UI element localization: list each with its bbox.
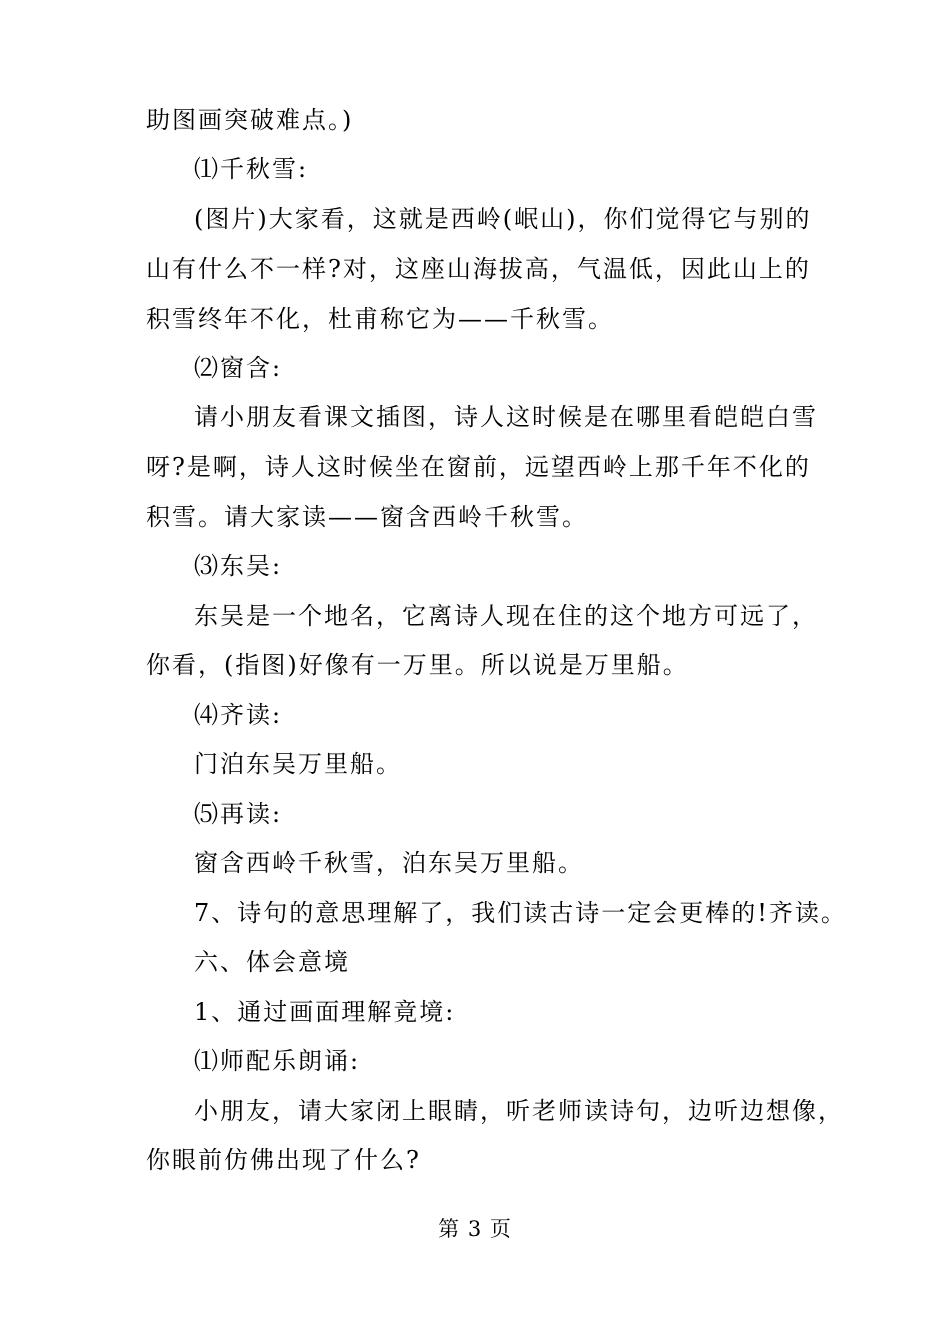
section-heading-dongwu: ⑶东吴: xyxy=(194,552,283,580)
paragraph-line: 1、通过画面理解竟境: xyxy=(194,998,456,1026)
paragraph-line: 积雪。请大家读——窗含西岭千秋雪。 xyxy=(146,503,588,531)
paragraph-line: 呀?是啊，诗人这时候坐在窗前，远望西岭上那千年不化的 xyxy=(146,453,811,481)
paragraph-line: 助图画突破难点。) xyxy=(146,106,354,134)
paragraph-line: (图片)大家看，这就是西岭(岷山)，你们觉得它与别的 xyxy=(194,205,812,233)
section-heading-peiyue-langsong: ⑴师配乐朗诵: xyxy=(194,1047,361,1075)
section-heading-qidu: ⑷齐读: xyxy=(194,701,283,729)
paragraph-line: 积雪终年不化，杜甫称它为——千秋雪。 xyxy=(146,305,614,333)
section-heading-tihui-yijing: 六、体会意境 xyxy=(194,948,350,976)
paragraph-line: 小朋友，请大家闭上眼睛，听老师读诗句，边听边想像， xyxy=(194,1097,844,1125)
section-heading-chuanghan: ⑵窗含: xyxy=(194,354,283,382)
paragraph-line: 门泊东吴万里船。 xyxy=(194,750,402,778)
paragraph-line: 窗含西岭千秋雪，泊东吴万里船。 xyxy=(194,849,584,877)
paragraph-line: 你眼前仿佛出现了什么? xyxy=(146,1146,421,1174)
paragraph-line: 山有什么不一样?对，这座山海拔高，气温低，因此山上的 xyxy=(146,255,811,283)
paragraph-line: 请小朋友看课文插图，诗人这时候是在哪里看皑皑白雪 xyxy=(194,403,818,431)
paragraph-line: 你看，(指图)好像有一万里。所以说是万里船。 xyxy=(146,651,689,679)
section-heading-qianqiuxue: ⑴千秋雪: xyxy=(194,155,309,183)
paragraph-line: 东吴是一个地名，它离诗人现在住的这个地方可远了， xyxy=(194,602,818,630)
paragraph-line: 7、诗句的意思理解了，我们读古诗一定会更棒的!齐读。 xyxy=(194,899,847,927)
page-number-footer: 第 3 页 xyxy=(438,1217,512,1241)
section-heading-zaidu: ⑸再读: xyxy=(194,800,283,828)
